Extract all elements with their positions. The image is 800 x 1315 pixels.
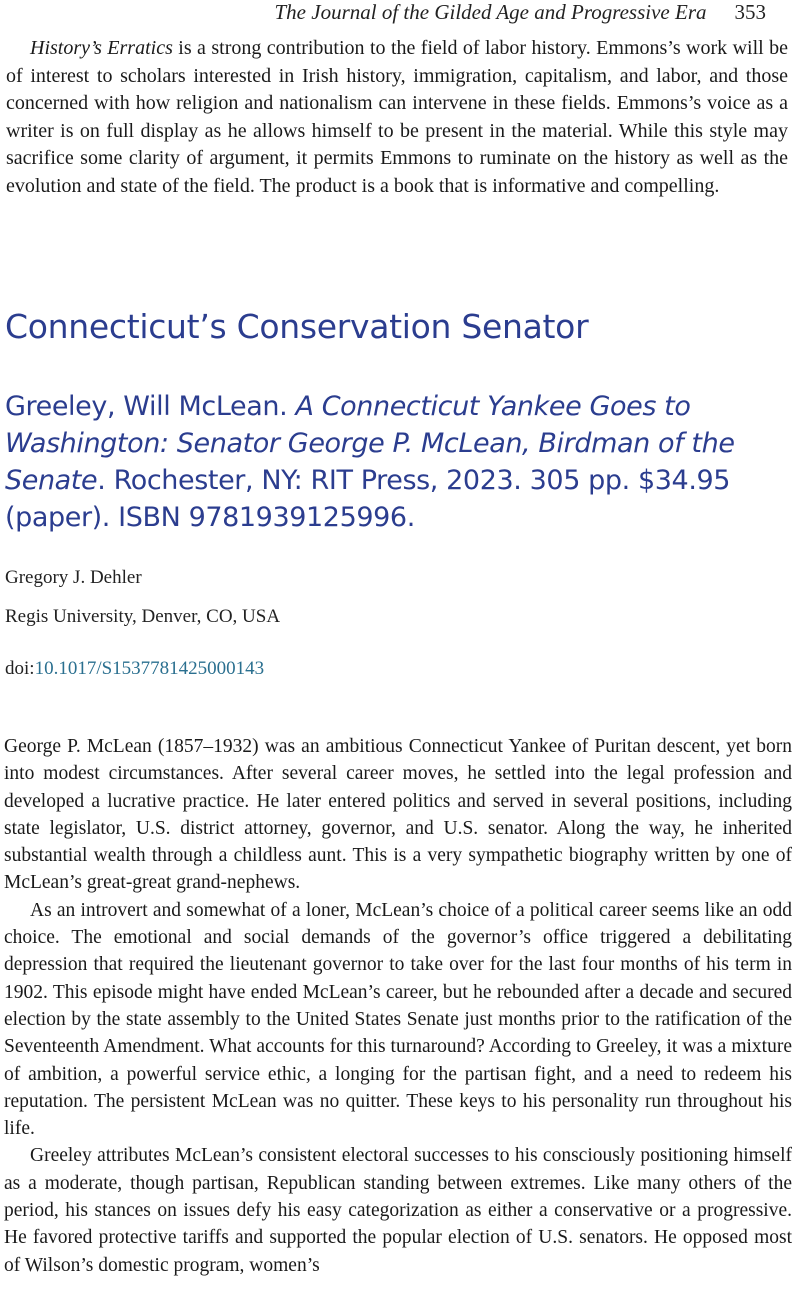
- page-number: 353: [734, 0, 766, 24]
- paragraph-text: is a strong contribution to the field of labor history. Emmons’s work will be of interest to scholars interested in Irish history, immigration, capitalism, and labor, and those concerned with how religion and nationalism can intervene in these fields. Emmons’s voice as a writer is on full display as he allows himself to be present in the material. While this style may sacrifice some clarity of argument, it permits Emmons to ruminate on the history as well as the evolution and state of the field. The product is a book that is informative and compelling.: [6, 37, 789, 197]
- review-section-title: Connecticut’s Conservation Senator: [5, 307, 589, 346]
- running-head: [0, 0, 766, 24]
- body-paragraph-1: George P. McLean (1857–1932) was an ambitious Connecticut Yankee of Puritan descent, yet born into modest circumstances. After several career moves, he settled into the legal profession and developed a lucrative practice. He later entered politics and served in several positions, including state legislator, U.S. district attorney, governor, and U.S. senator. Along the way, he inherited substantial wealth through a childless aunt. This is a very sympathetic biography written by one of McLean’s great-great grand-nephews.: [4, 736, 792, 894]
- journal-title: The Journal of the Gilded Age and Progressive Era: [274, 0, 707, 24]
- body-paragraph-3: Greeley attributes McLean’s consistent electoral successes to his consciously positioning himself as a moderate, though partisan, Republican standing between extremes. Like many others of the period, his stances on issues defy his easy categorization as either a conservative or a progressive. He favored protective tariffs and supported the popular election of U.S. senators. He opposed most of Wilson’s domestic program, women’s: [4, 1145, 792, 1276]
- doi-label: doi:: [5, 658, 35, 679]
- book-citation: [5, 388, 795, 536]
- doi-line: [5, 657, 264, 681]
- review-article-body: [0, 733, 792, 1279]
- reviewer-affiliation: Regis University, Denver, CO, USA: [5, 606, 281, 627]
- reviewer-name: Gregory J. Dehler: [5, 567, 142, 588]
- body-paragraph-2: As an introvert and somewhat of a loner, McLean’s choice of a political career seems like an odd choice. The emotional and social demands of the governor’s office triggered a debilitating depression that required the lieutenant governor to take over for the last four months of his term in 1902. This episode might have ended McLean’s career, but he rebounded after a decade and secured election by the state assembly to the United States Senate just months prior to the ratification of the Seventeenth Amendment. What accounts for this turnaround? According to Greeley, it was a mixture of ambition, a powerful service ethic, a longing for the partisan fight, and a need to redeem his reputation. The persistent McLean was no quitter. These keys to his personality run throughout his life.: [4, 899, 792, 1140]
- previous-review-paragraph: [0, 35, 788, 200]
- doi-link[interactable]: 10.1017/S1537781425000143: [34, 658, 265, 679]
- citation-author: Greeley, Will McLean.: [5, 391, 296, 422]
- citation-book-title: A Connecticut Yankee Goes to Washington: Senator George P. McLean, Birdman of the Senate: [5, 391, 735, 496]
- book-title-italic: History’s Erratics: [30, 37, 173, 59]
- citation-publication: . Rochester, NY: RIT Press, 2023. 305 pp. $34.95 (paper). ISBN 9781939125996.: [5, 465, 731, 533]
- previous-review-conclusion: [0, 35, 788, 200]
